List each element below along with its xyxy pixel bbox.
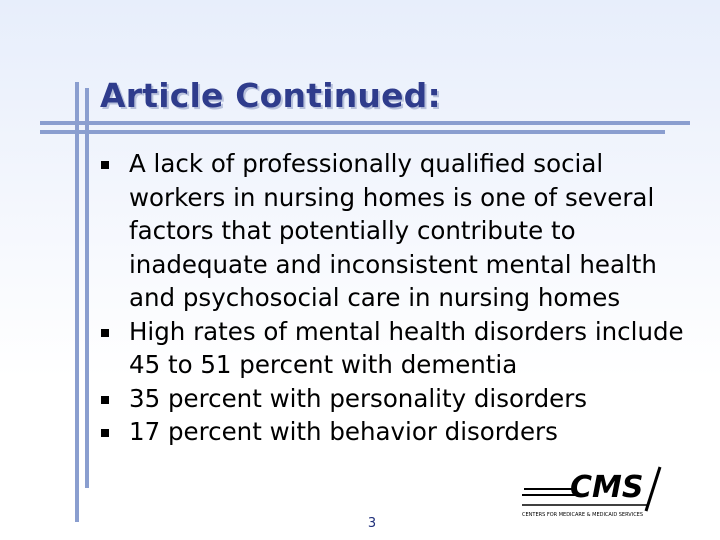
frame-horizontal-line-bottom bbox=[40, 130, 665, 134]
logo-slash bbox=[646, 467, 660, 511]
logo-wordmark: CMS bbox=[570, 470, 644, 505]
bullet-list bbox=[100, 147, 700, 449]
frame-horizontal-line-top bbox=[40, 121, 690, 125]
bullet-item bbox=[100, 415, 700, 449]
logo-subtitle: CENTERS FOR MEDICARE & MEDICAID SERVICES bbox=[522, 512, 644, 518]
square-bullet-icon bbox=[101, 161, 109, 169]
bullet-text: 35 percent with personality disorders bbox=[129, 383, 588, 413]
bullet-item bbox=[100, 382, 700, 416]
cms-logo bbox=[520, 465, 670, 523]
bullet-text: 17 percent with behavior disorders bbox=[129, 417, 558, 446]
frame-vertical-line-right bbox=[85, 88, 89, 488]
square-bullet-icon bbox=[101, 396, 109, 404]
bullet-item bbox=[100, 315, 700, 382]
frame-vertical-line-left bbox=[75, 82, 79, 522]
bullet-item bbox=[100, 147, 700, 315]
slide-title: Article Continued: bbox=[100, 76, 441, 115]
page-number: 3 bbox=[367, 516, 377, 531]
square-bullet-icon bbox=[101, 429, 109, 437]
bullet-text: High rates of mental health disorders include 45 to 51 percent with dementia bbox=[129, 316, 684, 379]
square-bullet-icon bbox=[101, 329, 109, 337]
bullet-text: A lack of professionally qualified social workers in nursing homes is one of several factors that potentially contribute to inadequate and inconsistent mental health and psychosocial care in nursing homes bbox=[129, 149, 657, 312]
